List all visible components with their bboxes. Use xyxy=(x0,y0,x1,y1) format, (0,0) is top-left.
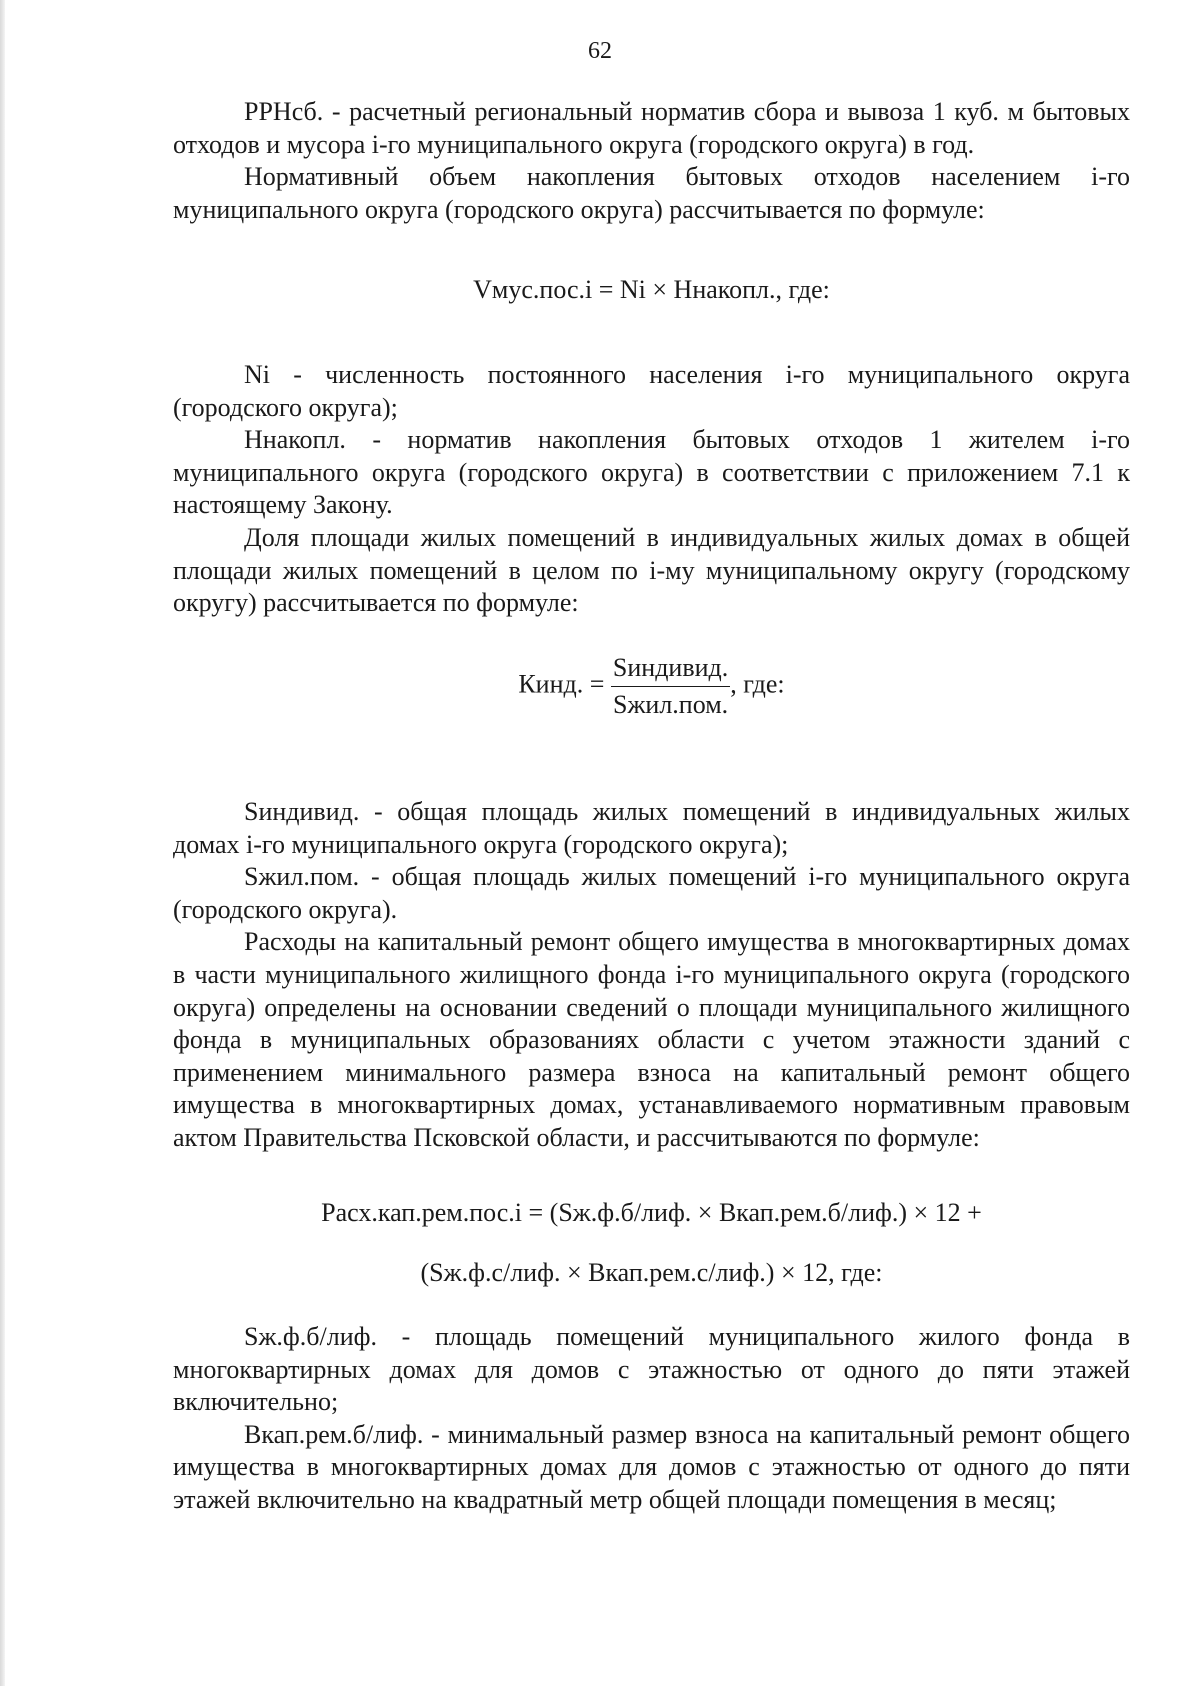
formula-rashod-line-1: Расх.кап.рем.пос.i = (Sж.ф.б/лиф. × Вкап.рем.б/лиф.) × 12 + xyxy=(321,1198,982,1227)
formula-rashod-line-2: (Sж.ф.с/лиф. × Вкап.рем.с/лиф.) × 12, где: xyxy=(420,1258,883,1287)
formula-vmus: Vмус.пос.i = Ni × Ннакопл., где: xyxy=(473,275,830,304)
formula-kind-numerator: Sиндивид. xyxy=(611,653,730,687)
paragraph-capital-repair-intro: Расходы на капитальный ремонт общего имущества в многоквартирных домах в части муниципального жилищного фонда i-го муниципального округа (городского округа) определены на основании сведений о площади муниципального жилищного фонда в муниципальных образованиях области с учетом этажности зданий с применением минимального размера взноса на капитальный ремонт общего имущества в многоквартирных домах, устанавливаемого нормативным правовым актом Правительства Псковской области, и рассчитываются по формуле: xyxy=(173,927,1130,1152)
formula-kind-suffix: , где: xyxy=(730,669,785,699)
formula-kind-lhs: Кинд. = xyxy=(518,669,605,699)
text-block-4 xyxy=(173,1321,1130,1517)
page-number: 62 xyxy=(588,38,612,64)
paragraph-ni-definition: Ni - численность постоянного населения i-го муниципального округа (городского округа); xyxy=(173,360,1130,422)
paragraph-vkaprem-definition: Вкап.рем.б/лиф. - минимальный размер взноса на капитальный ремонт общего имущества в многоквартирных домах для домов с этажностью от одного до пяти этажей включительно на квадратный метр общей площади помещения в месяц; xyxy=(173,1419,1130,1514)
formula-kind-fraction xyxy=(611,653,730,720)
text-block-1 xyxy=(173,96,1130,226)
text-block-2 xyxy=(173,359,1130,620)
scan-left-edge xyxy=(0,0,5,1686)
paragraph-szhilpom-definition: Sжил.пом. - общая площадь жилых помещений i-го муниципального округа (городского округа). xyxy=(173,862,1130,924)
paragraph-normative-volume-intro: Нормативный объем накопления бытовых отходов населением i-го муниципального округа (городского округа) рассчитывается по формуле: xyxy=(173,162,1130,224)
formula-kind xyxy=(173,653,1130,720)
formula-kind-denominator: Sжил.пом. xyxy=(612,690,729,719)
paragraph-rrnsb: РРНсб. - расчетный региональный норматив сбора и вывоза 1 куб. м бытовых отходов и мусора i-го муниципального округа (городского округа) в год. xyxy=(173,97,1130,159)
paragraph-sindivid-definition: Sиндивид. - общая площадь жилых помещений в индивидуальных жилых домах i-го муниципального округа (городского округа); xyxy=(173,797,1130,859)
paragraph-nnakopl-definition: Ннакопл. - норматив накопления бытовых отходов 1 жителем i-го муниципального округа (городского округа) в соответствии с приложением 7.1 к настоящему Закону. xyxy=(173,425,1130,520)
paragraph-szhf-definition: Sж.ф.б/лиф. - площадь помещений муниципального жилого фонда в многоквартирных домах для домов с этажностью от одного до пяти этажей включительно; xyxy=(173,1322,1130,1417)
paragraph-share-intro: Доля площади жилых помещений в индивидуальных жилых домах в общей площади жилых помещений в целом по i-му муниципальному округу (городскому округу) рассчитывается по формуле: xyxy=(173,522,1130,618)
text-block-3 xyxy=(173,796,1130,1155)
